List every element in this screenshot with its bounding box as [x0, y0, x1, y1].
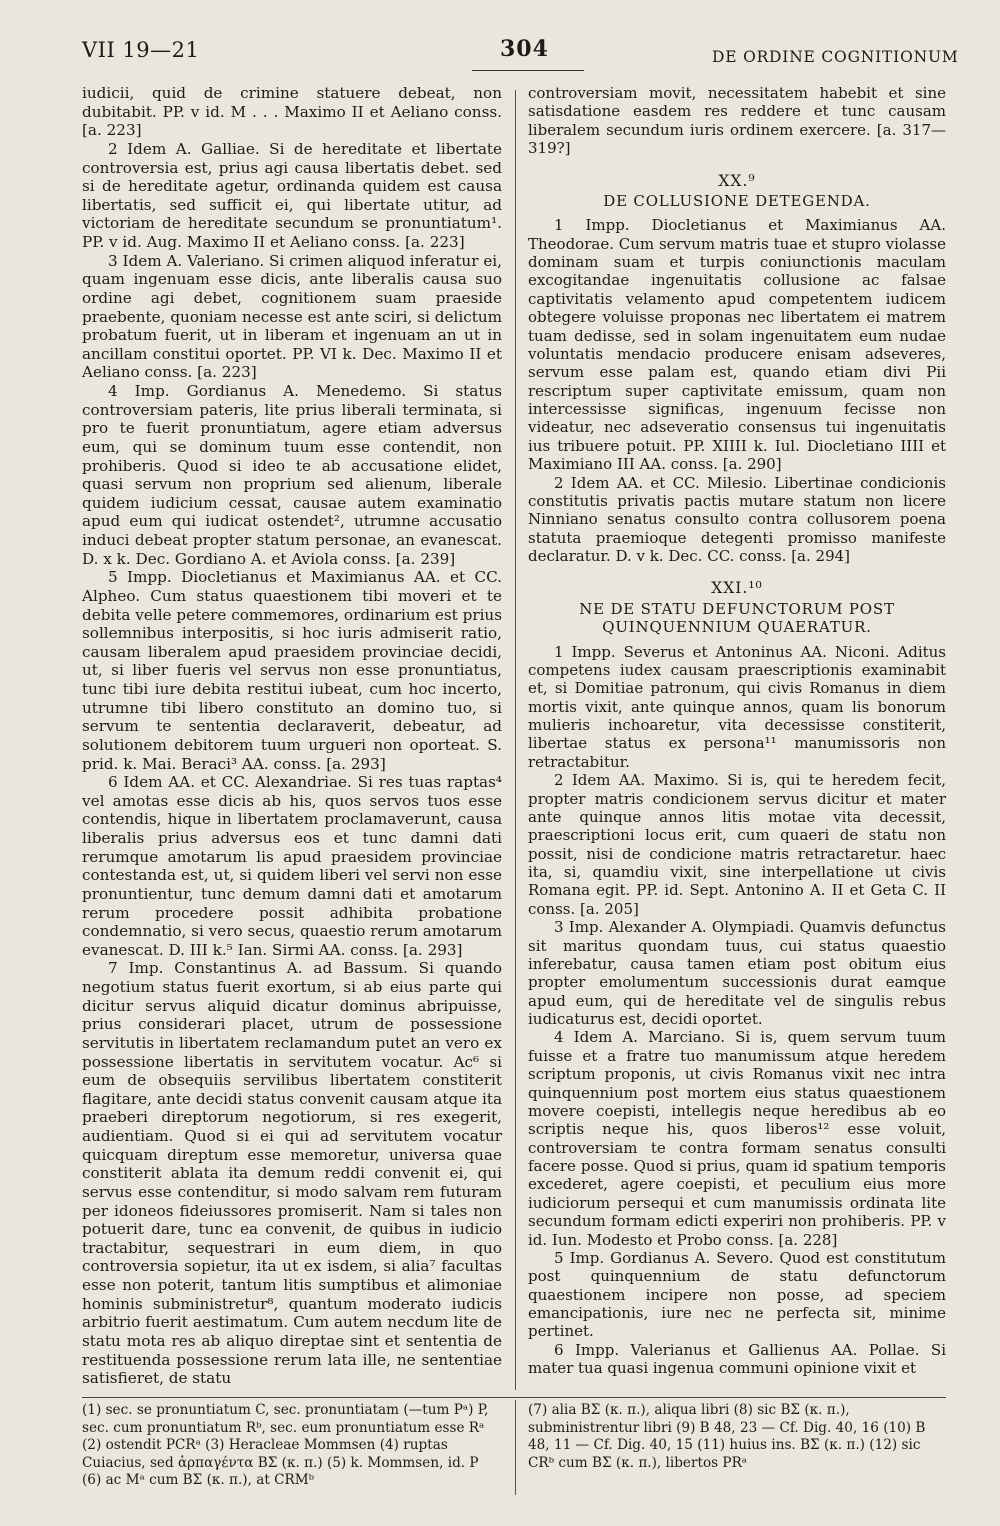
left-paragraph: 2 Idem A. Galliae. Si de hereditate et libertate controversia est, prius agi causa libertatis debet. sed si de hereditate agetur, ordinanda quidem est causa libertatis, sed sufficit ei, qui libertate utitur, ad victoriam de hereditate secundum se pronuntiatum¹. PP. v id. Aug. Maximo II et Aeliano conss. [a. 223]: [82, 139, 502, 251]
right-paragraph: 2 Idem AA. et CC. Milesio. Libertinae condicionis constitutis privatis pactis mutare statum non licere Ninniano senatus consulto contra collusorem poena statuta praemioque detegenti promisso manifeste declaratur. D. v k. Dec. CC. conss. [a. 294]: [528, 473, 946, 565]
right-paragraph: 2 Idem AA. Maximo. Si is, qui te heredem fecit, propter matris condicionem servus dicitur et mater ante quinque annos litis motae vita decessit, praescriptioni locus erit, cum quaeri de statu non possit, nisi de condicione matris retractaretur. haec ita, si, quamdiu vixit, sine interpellatione ut civis Romana egit. PP. id. Sept. Antonino A. II et Geta C. II conss. [a. 205]: [528, 771, 946, 918]
right-paragraph: 5 Imp. Gordianus A. Severo. Quod est constitutum post quinquennium de statu defunctorum quaestionem incipere non posse, ad speciem emancipationis, iure nec ne perfecta sit, minime pertinet.: [528, 1248, 946, 1341]
footnote-divider: [515, 1400, 516, 1495]
right-paragraph: 1 Impp. Diocletianus et Maximianus AA. Theodorae. Cum servum matris tuae et stupro violasse dominam suam et turpis coniunctionis maculam excogitandae ingenuitatis collusione ac falsae captivitatis velamento apud competentem iudicem obtegere voluisse proponas nec libertatem ei matrem tuam dedisse, sed in solam ingenuitatem eum nudae voluntatis mendacio producere enisam adseveres, servum esse palam est, quando etiam divi Pii rescriptum super captivitate emissum, quam non intercessisse significas, ingenuum fecisse non videatur, nec adseveratio consensus tui ingenuitatis ius tribuere potuit. PP. XIIII k. Iul. Diocletiano IIII et Maximiano III AA. conss. [a. 290]: [528, 216, 946, 474]
section-reference: VII 19—21: [82, 38, 200, 62]
right-paragraph: 4 Idem A. Marciano. Si is, quem servum tuum fuisse et a fratre tuo manumissum atque heredem scriptum proponis, ut civis Romanus vixit nec intra quinquennium post mortem eius status quaestionem movere coepisti, intellegis neque heredibus ab eo scriptis neque his, quos liberos¹² esse voluit, controversiam te contra formam senatus consulti facere posse. Quod si prius, quam id spatium temporis excederet, agere coepisti, et peculium eius more iudiciorum persequi et cum manumissis ordinata lite secundum formam edicti experiri non prohiberis. PP. v id. Iun. Modesto et Probo conss. [a. 228]: [528, 1028, 946, 1249]
footnotes-left: (1) sec. se pronuntiatum C, sec. pronuntiatam (—tum Pᵃ) P, sec. cum pronuntiatum Rᵇ, sec. eum pronuntiatum esse Rᵃ (2) ostendit PCRᵃ (3) Heracleae Mommsen (4) ruptas Cuiacius, sed ἁρπαγέντα BΣ (κ. π.) (5) k. Mommsen, id. P (6) ac Mᵃ cum BΣ (κ. π.), at CRMᵇ: [82, 1402, 489, 1488]
left-paragraph: 6 Idem AA. et CC. Alexandriae. Si res tuas raptas⁴ vel amotas esse dicis ab his, quos servos tuos esse contendis, hique in libertatem proclamaverunt, causa liberalis prius adversus eos et tunc damni dati rerumque amotarum lis apud praesidem provinciae contestanda est, ut, si quidem liberi vel servi non esse pronuntientur, tunc demum damni dati et amotarum rerum procedere possit adhibita probatione condemnatio, si vero secus, quaestio rerum amotarum evanescat. D. III k.⁵ Ian. Sirmi AA. conss. [a. 293]: [82, 773, 502, 959]
title-heading: DE COLLUSIONE DETEGENDA.: [603, 191, 871, 210]
page-number: 304: [500, 36, 549, 62]
column-divider: [515, 90, 516, 1390]
left-paragraph: 4 Imp. Gordianus A. Menedemo. Si status controversiam pateris, lite prius liberali terminata, si pro te fuerit pronuntiatum, agere etiam adversus eum, qui se dominum tuum esse contendit, non prohiberis. Quod si ideo te ab accusatione elidet, quasi servum non proprium sed alienum, liberale quidem iudicium cessat, causae autem examinatio apud eum qui iudicat ostendet², utrumne accusatio induci debeat propter statum personae, an evanescat. D. x k. Dec. Gordiano A. et Aviola conss. [a. 239]: [82, 382, 502, 568]
left-paragraph: 7 Imp. Constantinus A. ad Bassum. Si quando negotium status fuerit exortum, si ab eius parte qui dicitur servus aliquid dicatur dominus abripuisse, prius considerari placet, utrum de possessione servitutis in libertatem reclamandum putet an vero ex possessione libertatis in servitutem vocatur. Ac⁶ si eum de obsequiis servilibus libertatem constiterit flagitare, ante decidi status convenit causam atque ita praeberi direptorum negotiorum, si res exegerit, audientiam. Quod si ei qui ad servitutem vocatur quicquam direptum esse memoretur, universa quae constiterit ablata ita demum reddi convenit ei, qui servus esse contenditur, si modo salvam rem futuram per idoneos fideiussores promiserit. Nam si tales non potuerit dare, tunc ea convenit, de quibus in iudicio tractabitur, sequestrari in eum diem, in quo controversia sopietur, ita ut ex isdem, si alia⁷ facultas esse non poterit, tantum litis sumptibus et alimoniae hominis subministretur⁸, quantum moderato iudicis arbitrio fuerit aestimatum. Cum autem necdum lite de statu mota res ab aliquo direptae sint et sententia de restituenda possessione rerum lata ille, ne sententiae satisfieret, de statu: [82, 959, 502, 1388]
right-paragraph: 1 Impp. Severus et Antoninus AA. Niconi. Aditus competens iudex causam praescriptionis examinabit et, si Domitiae patronum, qui civis Romanus in diem mortis vixit, ante quinque annos, quam lis bonorum mulieris inchoaretur, vita decessisse constiterit, libertae status ex persona¹¹ manumissoris non retractabitur.: [528, 642, 946, 771]
title-heading: NE DE STATU DEFUNCTORUM POST QUINQUENNIUM QUAERATUR.: [579, 599, 895, 637]
right-paragraph: controversiam movit, necessitatem habebit et sine satisdatione easdem res reddere et tunc causam liberalem secundum iuris ordinem exercere. [a. 317—319?]: [528, 84, 946, 158]
right-paragraph: 6 Impp. Valerianus et Gallienus AA. Pollae. Si mater tua quasi ingenua communi opinione vixit et: [528, 1340, 946, 1378]
running-title: DE ORDINE COGNITIONUM: [712, 48, 959, 66]
title-number: XX.⁹: [718, 171, 756, 190]
right-column: [528, 84, 946, 1378]
left-column: [82, 84, 502, 1388]
left-paragraph: iudicii, quid de crimine statuere debeat, non dubitabit. PP. v id. M . . . Maximo II et Aeliano conss. [a. 223]: [82, 84, 502, 140]
right-paragraph: 3 Imp. Alexander A. Olympiadi. Quamvis defunctus sit maritus quondam tuus, cui status quaestio inferebatur, causa tamen etiam post obitum eius propter emolumentum successionis durat eamque apud eum, qui de hereditate vel de singulis rebus iudicaturus est, decidi oportet.: [528, 918, 946, 1028]
title-number: XXI.¹⁰: [711, 579, 763, 598]
page-header: [0, 0, 1000, 80]
left-paragraph: 3 Idem A. Valeriano. Si crimen aliquod inferatur ei, quam ingenuam esse dicis, ante liberalis causa suo ordine agi debet, cognitionem suam praeside praebente, quoniam necesse est ante sciri, si delictum probatum fuerit, ut in liberam et ingenuam an ut in ancillam constitui oportet. PP. VI k. Dec. Maximo II et Aeliano conss. [a. 223]: [82, 251, 502, 382]
footnote-rule: [82, 1397, 946, 1398]
left-paragraph: 5 Impp. Diocletianus et Maximianus AA. et CC. Alpheo. Cum status quaestionem tibi moveri et te debita velle petere commemores, ordinarium est prius sollemnibus interpositis, si hoc iuris admiserit ratio, causam liberalem apud praesidem provinciae decidi, ut, si liber fueris vel servus non esse pronuntiatus, tunc tibi iure debita restitui iubeat, cum hoc incerto, utrumne tibi libero constituto an domino tuo, si servum te sententia declaraverit, debeatur, ad solutionem debitorem tuum urgueri non oporteat. S. prid. k. Mai. Beraci³ AA. conss. [a. 293]: [82, 568, 503, 773]
page-number-rule: [472, 70, 584, 71]
footnotes-right: (7) alia BΣ (κ. π.), aliqua libri (8) sic BΣ (κ. π.), subministrentur libri (9) B 48, 23 — Cf. Dig. 40, 16 (10) B 48, 11 — Cf. Dig. 40, 15 (11) huius ins. BΣ (κ. π.) (12) sic CRᵇ cum BΣ (κ. π.), libertos PRᵃ: [528, 1402, 926, 1471]
